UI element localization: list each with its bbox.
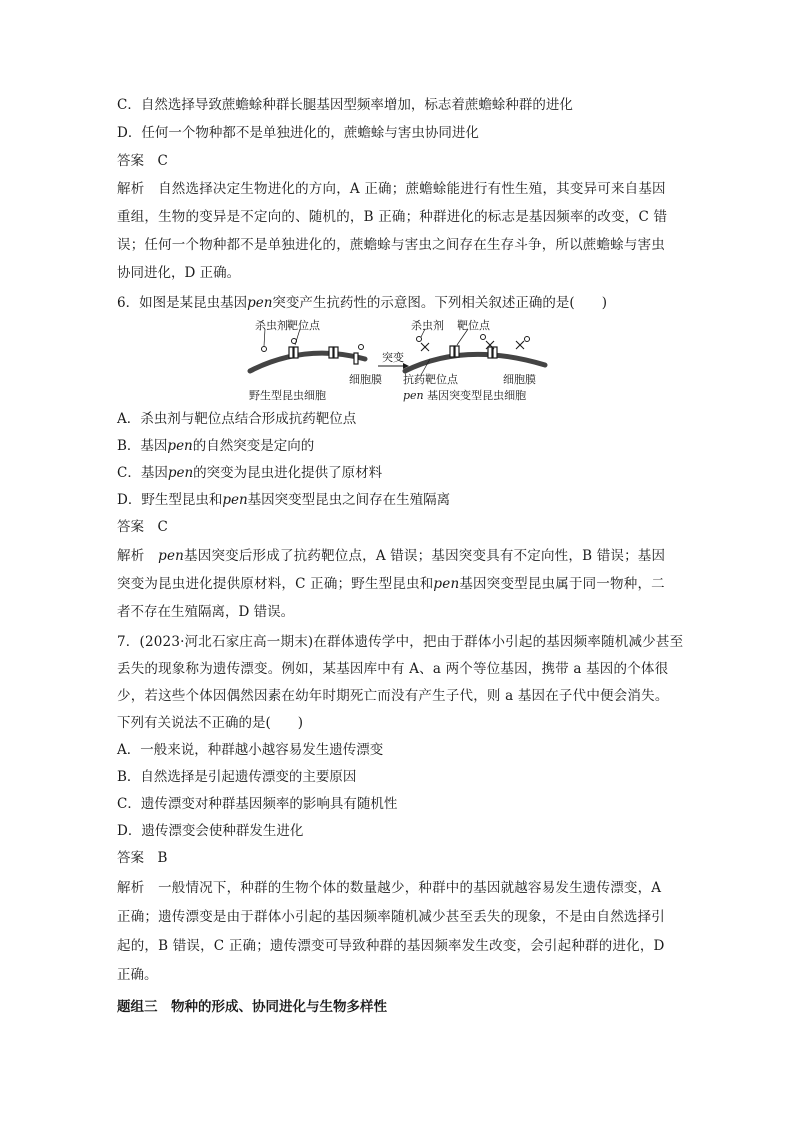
- q5-analysis-line-4: 协同进化，D 正确。: [117, 265, 241, 281]
- q6-option-b: [117, 437, 314, 455]
- right-caption-rest: 基因突变型昆虫细胞: [423, 389, 527, 402]
- q6-option-c-part-1: C．基因: [117, 465, 168, 481]
- gene-name-pen: pen: [167, 465, 194, 481]
- q7-analysis-line-3: 起的，B 错误，C 正确；遗传漂变可导致种群的基因频率发生改变，会引起种群的进化，D: [117, 938, 665, 954]
- section-title: 题组三 物种的形成、协同进化与生物多样性: [117, 999, 387, 1015]
- right-membrane-label: 细胞膜: [503, 373, 536, 386]
- gene-name-pen: pen: [167, 438, 193, 454]
- gene-name-pen: pen: [222, 492, 248, 508]
- gene-name-pen: pen: [158, 548, 185, 564]
- right-caption-gene: pen: [403, 389, 424, 402]
- q6-analysis-line-2: [117, 575, 665, 593]
- q6-option-d-part-1: D．野生型昆虫和: [117, 492, 223, 508]
- insecticide-molecules-right: [417, 335, 530, 342]
- gene-name-pen: pen: [247, 295, 273, 311]
- q7-answer: 答案 B: [117, 850, 168, 866]
- q6-analysis-line-3: 者不存在生殖隔离，D 错误。: [117, 604, 295, 620]
- left-target-label: 靶位点: [287, 319, 320, 332]
- blocked-insecticide-marks: [421, 341, 524, 351]
- q7-analysis-line-4: 正确。: [117, 967, 158, 983]
- left-membrane-label: 细胞膜: [349, 373, 382, 386]
- right-caption: [403, 388, 526, 402]
- q6-stem-part-2: 突变产生抗药性的示意图。下列相关叙述正确的是( ): [272, 295, 607, 311]
- right-target-label: 靶位点: [457, 319, 490, 332]
- q6-analysis-1-part-1: 解析: [117, 548, 159, 564]
- q6-option-c-part-2: 的突变为昆虫进化提供了原材料: [193, 465, 383, 481]
- left-insecticide-label: 杀虫剂: [255, 319, 288, 332]
- left-caption: 野生型昆虫细胞: [249, 389, 326, 402]
- right-insecticide-label: 杀虫剂: [411, 319, 444, 332]
- q7-analysis-line-2: 正确；遗传漂变是由于群体小引起的基因频率随机减少甚至丢失的现象，不是由自然选择引: [117, 909, 665, 925]
- pen-mutation-diagram: [245, 319, 550, 405]
- q6-analysis-2-part-2: 基因突变型昆虫属于同一物种，二: [459, 576, 665, 592]
- q6-option-d-part-2: 基因突变型昆虫之间存在生殖隔离: [247, 492, 451, 508]
- wild-type-cell-membrane: [250, 353, 365, 371]
- q7-option-b: B．自然选择是引起遗传漂变的主要原因: [117, 769, 357, 785]
- q7-analysis-line-1: 解析 一般情况下，种群的生物个体的数量越少，种群中的基因就越容易发生遗传漂变，A: [117, 880, 662, 896]
- q5-analysis-line-1: 解析 自然选择决定生物进化的方向，A 正确；蔗蟾蜍能进行有性生殖，其变异可来自基因: [117, 181, 666, 197]
- resistant-target-label: 抗药靶位点: [403, 373, 458, 386]
- q6-analysis-2-part-1: 突变为昆虫进化提供原材料，C 正确；野生型昆虫和: [117, 576, 434, 592]
- q5-option-d: D．任何一个物种都不是单独进化的，蔗蟾蜍与害虫协同进化: [117, 125, 479, 141]
- right-leader-lines: [421, 329, 468, 375]
- q6-option-c: [117, 464, 382, 482]
- q7-option-a: A．一般来说，种群越小越容易发生遗传漂变: [117, 742, 384, 758]
- q6-option-b-part-1: B．基因: [117, 438, 168, 454]
- q6-option-a: A．杀虫剂与靶位点结合形成抗药靶位点: [117, 411, 357, 427]
- q7-stem-line-2: 丢失的现象称为遗传漂变。例如，某基因库中有 A、a 两个等位基因，携带 a 基因的个体很: [117, 661, 669, 677]
- q7-option-d: D．遗传漂变会使种群发生进化: [117, 823, 304, 839]
- q5-answer: 答案 C: [117, 153, 168, 169]
- q7-stem-line-1: 7．(2023·河北石家庄高一期末)在群体遗传学中，把由于群体小引起的基因频率随机减少甚至: [117, 634, 684, 650]
- q7-stem-line-3: 少，若这些个体因偶然因素在幼年时期死亡而没有产生子代，则 a 基因在子代中便会消失。: [117, 688, 669, 704]
- q5-analysis-line-3: 误；任何一个物种都不是单独进化的，蔗蟾蜍与害虫之间存在生存斗争，所以蔗蟾蜍与害虫: [117, 237, 665, 253]
- q7-stem-line-4: 下列有关说法不正确的是( ): [117, 715, 304, 731]
- q5-option-c: C．自然选择导致蔗蟾蜍种群长腿基因型频率增加，标志着蔗蟾蜍种群的进化: [117, 97, 573, 113]
- mutation-arrow-label: 突变: [382, 351, 404, 364]
- q6-stem-part-1: 6．如图是某昆虫基因: [117, 295, 248, 311]
- q7-option-c: C．遗传漂变对种群基因频率的影响具有随机性: [117, 796, 398, 812]
- q6-option-d: [117, 491, 450, 509]
- q6-analysis-1-part-2: 基因突变后形成了抗药靶位点，A 错误；基因突变具有不定向性，B 错误；基因: [184, 548, 666, 564]
- mutant-cell-membrane: [405, 354, 545, 371]
- q6-analysis-line-1: [117, 547, 665, 565]
- q6-option-b-part-2: 的自然突变是定向的: [192, 438, 315, 454]
- gene-name-pen: pen: [433, 576, 460, 592]
- insecticide-molecules-left: [262, 339, 364, 352]
- q6-answer: 答案 C: [117, 519, 168, 535]
- q5-analysis-line-2: 重组，生物的变异是不定向的、随机的，B 正确；种群进化的标志是基因频率的改变，C 错: [117, 209, 668, 225]
- q6-stem: [117, 294, 607, 312]
